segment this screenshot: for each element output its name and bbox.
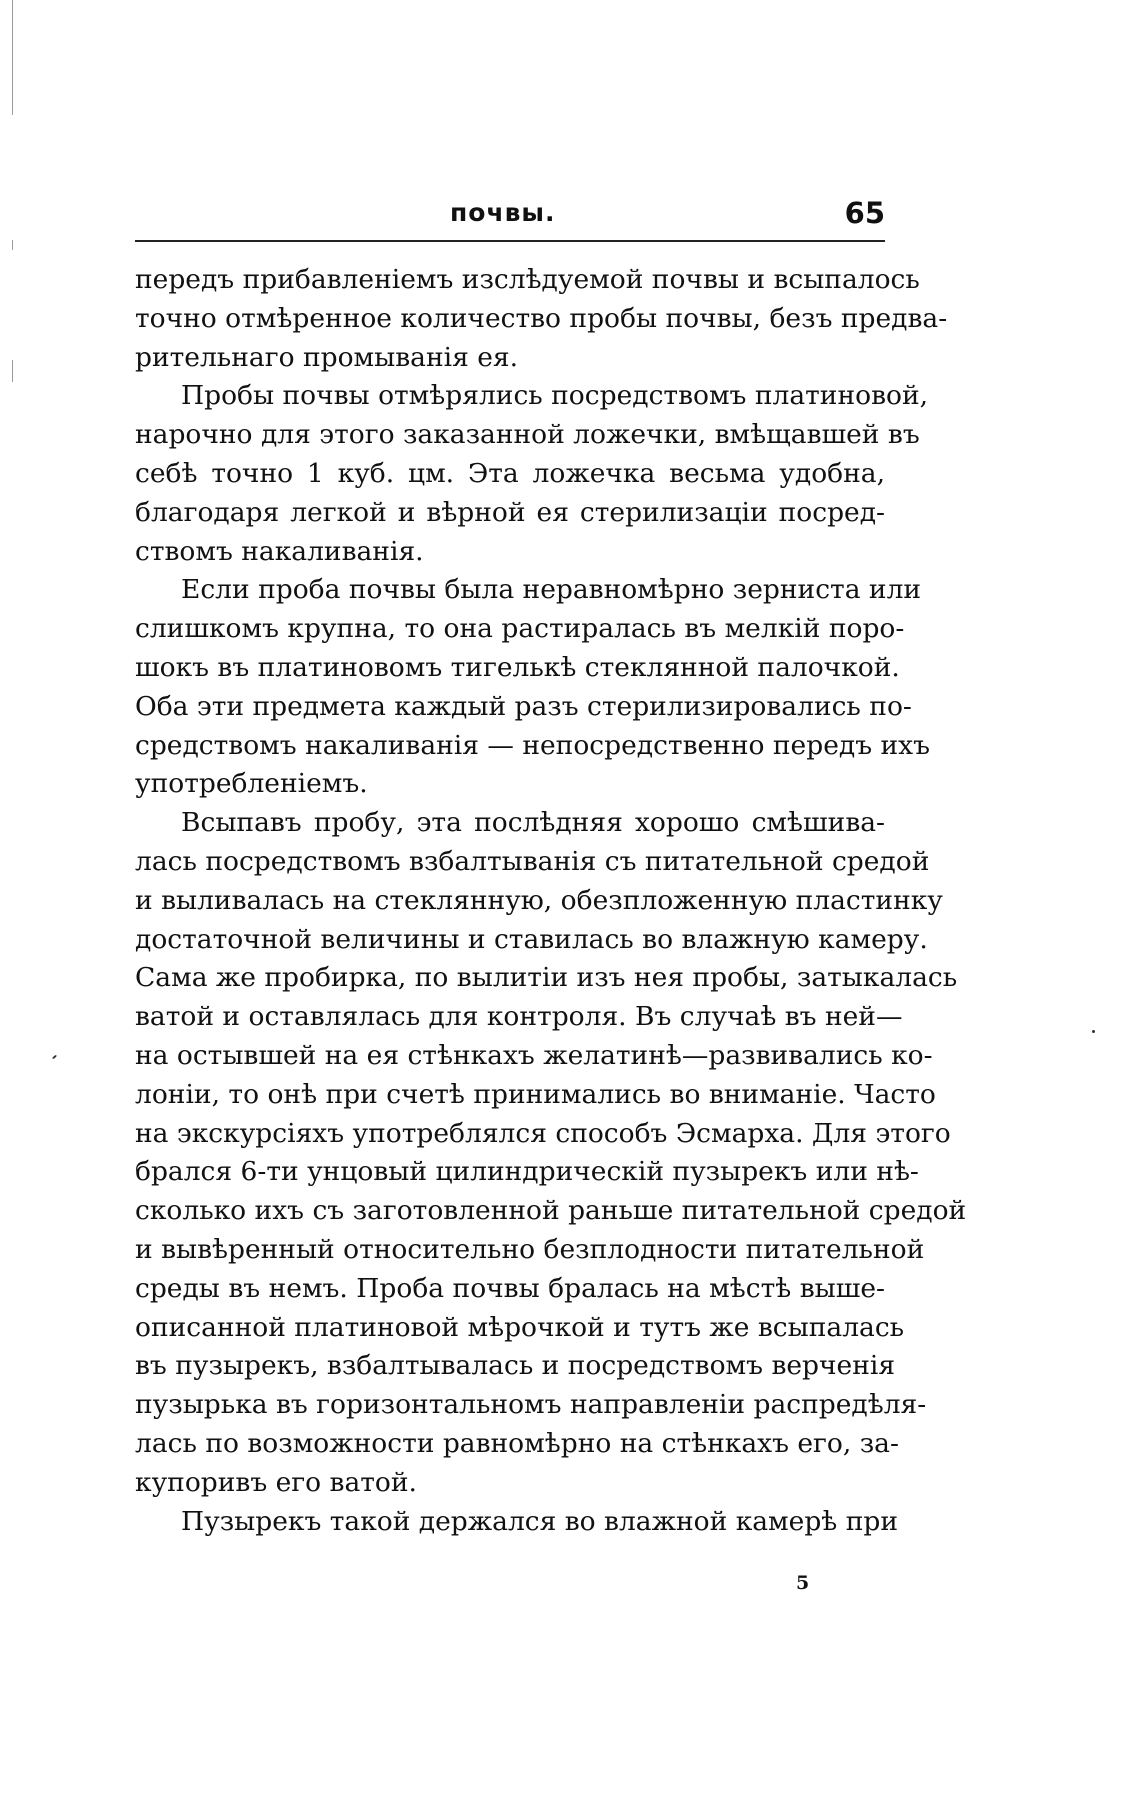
text-line: нарочно для этого заказанной ложечки, вмѣщавшей въ	[135, 419, 920, 451]
text-line: пузырька въ горизонтальномъ направленіи распредѣля-	[135, 1389, 927, 1421]
body-text	[135, 261, 967, 1541]
text-line: рительнаго промыванія ея.	[135, 341, 519, 373]
margin-rule	[12, 360, 13, 382]
text-line: среды въ немъ. Проба почвы бралась на мѣстѣ выше-	[135, 1272, 885, 1304]
margin-rule	[12, 0, 13, 115]
text-line: брался 6-ти унцовый цилиндрическій пузырекъ или нѣ-	[135, 1156, 919, 1188]
page-header	[135, 198, 885, 238]
text-line: ватой и оставлялась для контроля. Въ случаѣ въ ней—	[135, 1001, 903, 1033]
text-line: и выливалась на стеклянную, обезпложенную пластинку	[135, 884, 943, 916]
text-line: на экскурсіяхъ употреблялся способъ Эсмарха. Для этого	[135, 1117, 951, 1149]
paragraph-start-line: Пробы почвы отмѣрялись посредствомъ платиновой,	[181, 380, 929, 412]
text-line: ствомъ накаливанія.	[135, 535, 424, 567]
text-line: сколько ихъ съ заготовленной раньше питательной средой	[135, 1195, 967, 1227]
text-line: на остывшей на ея стѣнкахъ желатинѣ—развивались ко-	[135, 1039, 933, 1071]
text-line: употребленіемъ.	[135, 768, 368, 800]
text-line: Оба эти предмета каждый разъ стерилизировались по-	[135, 690, 912, 722]
text-line: лоніи, то онѣ при счетѣ принимались во вниманіе. Часто	[135, 1078, 936, 1110]
paragraph-start-line: Пузырекъ такой держался во влажной камерѣ при	[181, 1505, 899, 1537]
margin-rule	[12, 240, 13, 250]
text-line: средствомъ накаливанія — непосредственно передъ ихъ	[135, 729, 930, 761]
text-line: описанной платиновой мѣрочкой и тутъ же всыпалась	[135, 1311, 905, 1343]
text-line: лась посредствомъ взбалтыванія съ питательной средой	[135, 845, 930, 877]
text-line: лась по возможности равномѣрно на стѣнкахъ его, за-	[135, 1427, 899, 1459]
print-speck	[1092, 1030, 1095, 1033]
text-line: достаточной величины и ставилась во влажную камеру.	[135, 923, 928, 955]
signature-mark: 5	[796, 1572, 810, 1594]
text-line: шокъ въ платиновомъ тигелькѣ стеклянной палочкой.	[135, 651, 900, 683]
text-line: точно отмѣренное количество пробы почвы, безъ предва-	[135, 302, 948, 334]
text-line: передъ прибавленіемъ изслѣдуемой почвы и всыпалось	[135, 264, 920, 295]
paragraph-start-line: Если проба почвы была неравномѣрно зерниста или	[181, 574, 922, 606]
text-line: купоривъ его ватой.	[135, 1466, 417, 1498]
header-rule	[135, 240, 885, 242]
page-number: 65	[844, 196, 885, 230]
print-speck	[52, 1055, 57, 1060]
paragraph-start-line: Всыпавъ пробу, эта послѣдняя хорошо смѣшива-	[181, 807, 885, 839]
text-line: себѣ точно 1 куб. цм. Эта ложечка весьма удобна,	[135, 457, 885, 489]
text-line: слишкомъ крупна, то она растиралась въ мелкій поро-	[135, 613, 905, 645]
text-line: благодаря легкой и вѣрной ея стерилизаціи посред-	[135, 496, 885, 528]
text-line: въ пузырекъ, взбалтывалась и посредствомъ верченія	[135, 1350, 896, 1382]
running-title: почвы.	[450, 198, 556, 227]
text-line: и вывѣренный относительно безплодности питательной	[135, 1233, 925, 1265]
text-line: Сама же пробирка, по вылитіи изъ нея пробы, затыкалась	[135, 962, 958, 994]
